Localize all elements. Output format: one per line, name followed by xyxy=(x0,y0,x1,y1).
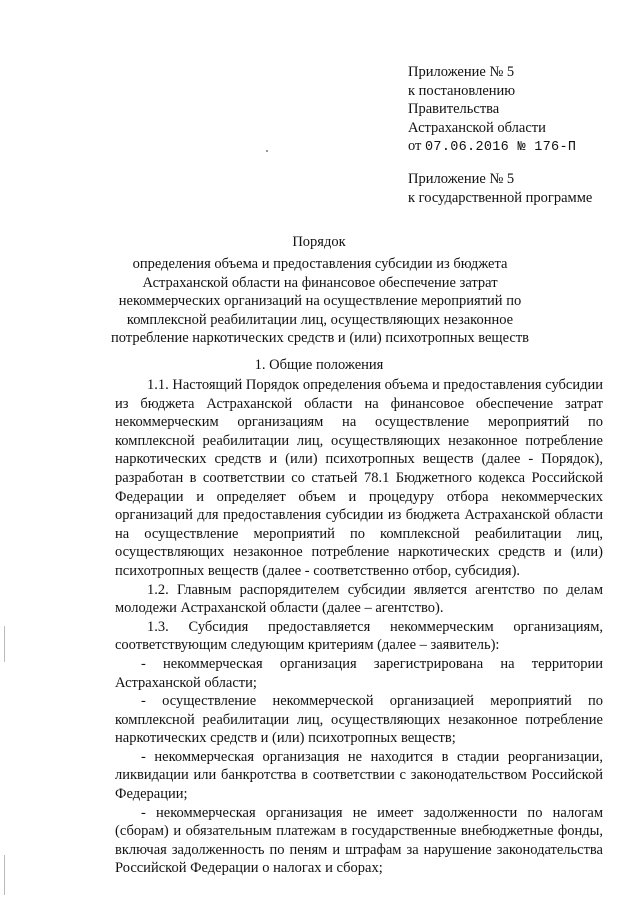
scan-edge-mark xyxy=(4,855,5,895)
annex-date-line xyxy=(408,137,576,158)
annex-date-prefix: от xyxy=(408,138,422,155)
scan-speck xyxy=(266,150,268,152)
annex-line: Приложение № 5 xyxy=(408,64,515,80)
annex-header xyxy=(408,63,576,158)
paragraph: 1.2. Главным распорядителем субсидии является агентство по делам молодежи Астраханской области (далее – агентство). xyxy=(115,581,603,617)
document-title: Порядок xyxy=(292,234,346,250)
list-item: - осуществление некоммерческой организацией мероприятий по комплексной реабилитации лиц, осуществляющих незаконное потребление наркотических средств и (или) психотропных веществ; xyxy=(115,693,603,747)
paragraph: 1.1. Настоящий Порядок определения объема и предоставления субсидии из бюджета Астраханской области на финансовое обеспечение затрат некоммерческим организациям на осуществление мероприятий по комплексной реабилитации лиц, осуществляющих незаконное потребление наркотических средств и (или) психотропных веществ (далее - Порядок), разработан в соответствии со статьей 78.1 Бюджетного кодекса Российской Федерации и определяет объем и процедуру отбора некоммерческих организаций для предоставления субсидии из бюджета Астраханской области на осуществление мероприятий по комплексной реабилитации лиц, осуществляющих незаконное потребление наркотических средств и (или) психотропных веществ (далее - соответственно отбор, субсидия). xyxy=(115,377,603,579)
annex-header-program xyxy=(408,170,592,207)
list-item: - некоммерческая организация не имеет задолженности по налогам (сборам) и обязательным платежам в государственные внебюджетные фонды, включая задолженность по пеням и штрафам за нарушение законодательства Российской Федерации о налогах и сборах; xyxy=(115,804,603,877)
document-body xyxy=(115,376,603,878)
paragraph: 1.3. Субсидия предоставляется некоммерческим организациям, соответствующим следующим критериям (далее – заявитель): xyxy=(115,618,603,654)
annex-date-number: 07.06.2016 № 176-П xyxy=(425,140,577,156)
list-item: - некоммерческая организация не находится в стадии реорганизации, ликвидации или банкротства в соответствии с законодательством Российской Федерации; xyxy=(115,748,603,803)
list-item: - некоммерческая организация зарегистрирована на территории Астраханской области; xyxy=(115,655,603,691)
section-heading: 1. Общие положения xyxy=(254,357,384,373)
scan-edge-mark xyxy=(4,626,5,662)
annex-line: Приложение № 5 xyxy=(408,171,515,187)
annex-line: к постановлению xyxy=(408,82,516,99)
annex-line: Правительства xyxy=(408,101,500,118)
annex-line: Астраханской области xyxy=(408,119,546,136)
document-subtitle: определения объема и предоставления субсидии из бюджета Астраханской области на финансовое обеспечение затрат некоммерческих организаций на осуществление мероприятий по комплексной реабилитации лиц, осуществляющих незаконное потребление наркотических средств и (или) психотропных веществ xyxy=(110,256,529,347)
annex-line: к государственной программе xyxy=(408,189,593,206)
